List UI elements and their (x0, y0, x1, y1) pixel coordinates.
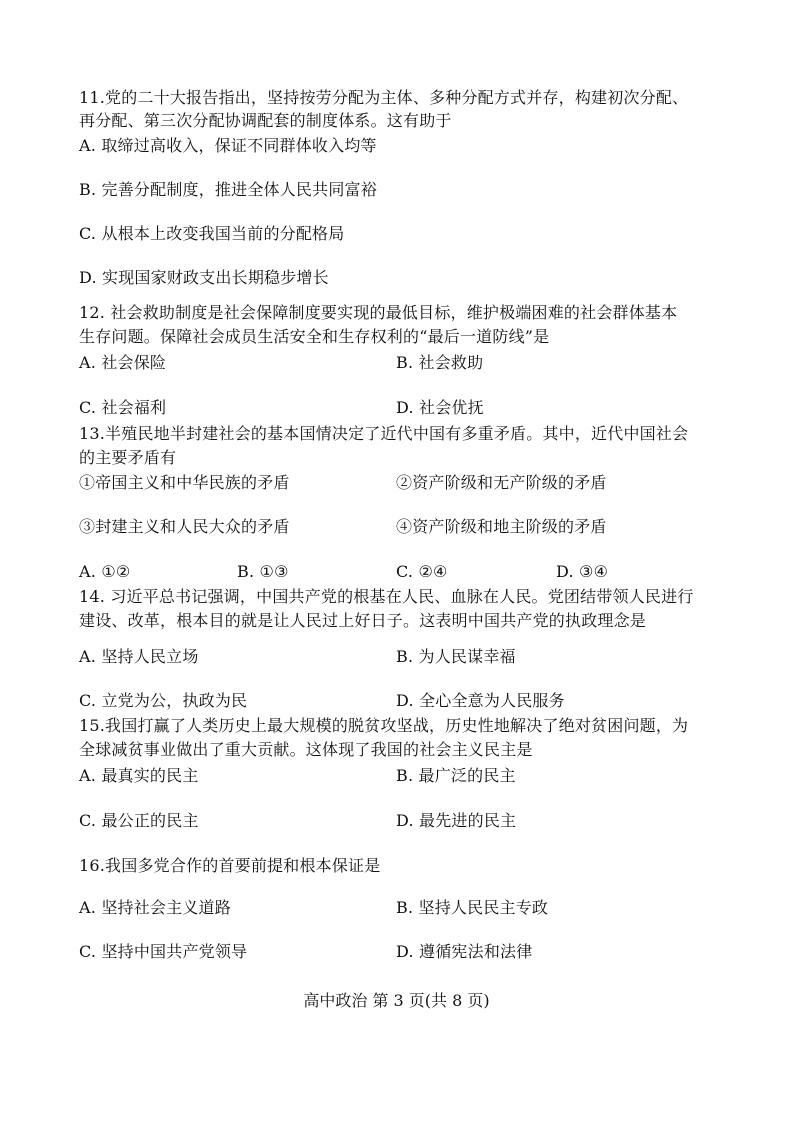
q16-option-b: B. 坚持人民民主专政 (396, 898, 549, 917)
q11-option-d: D. 实现国家财政支出长期稳步增长 (79, 268, 329, 287)
q12-option-b: B. 社会救助 (396, 353, 484, 372)
q12-stem-line1: 12. 社会救助制度是社会保障制度要实现的最低目标，维护极端困难的社会群体基本 (79, 303, 678, 322)
q16-option-a: A. 坚持社会主义道路 (79, 898, 231, 917)
q16-option-d: D. 遵循宪法和法律 (396, 942, 533, 961)
q14-stem-line1: 14. 习近平总书记强调，中国共产党的根基在人民、血脉在人民。党团结带领人民进行 (79, 587, 694, 606)
q15-option-b: B. 最广泛的民主 (396, 766, 516, 785)
q13-statement-1: ①帝国主义和中华民族的矛盾 (79, 473, 290, 492)
q15-stem-line1: 15.我国打赢了人类历史上最大规模的脱贫攻坚战，历史性地解决了绝对贫困问题，为 (79, 716, 689, 735)
q11-stem-line1: 11.党的二十大报告指出，坚持按劳分配为主体、多种分配方式并存，构建初次分配、 (79, 88, 689, 107)
q16-option-c: C. 坚持中国共产党领导 (79, 942, 248, 961)
q14-option-c: C. 立党为公，执政为民 (79, 691, 248, 710)
page-footer: 高中政治 第 3 页(共 8 页) (303, 991, 490, 1010)
q13-statement-2: ②资产阶级和无产阶级的矛盾 (396, 473, 607, 492)
q11-option-c: C. 从根本上改变我国当前的分配格局 (79, 224, 345, 243)
q13-option-c: C. ②④ (396, 562, 448, 581)
q11-option-b: B. 完善分配制度，推进全体人民共同富裕 (79, 180, 377, 199)
q11-stem-line2: 再分配、第三次分配协调配套的制度体系。这有助于 (79, 111, 452, 130)
q15-stem-line2: 全球减贫事业做出了重大贡献。这体现了我国的社会主义民主是 (79, 740, 533, 759)
q14-option-d: D. 全心全意为人民服务 (396, 691, 565, 710)
q13-option-a: A. ①② (79, 562, 131, 581)
q13-statement-4: ④资产阶级和地主阶级的矛盾 (396, 517, 607, 536)
q11-option-a: A. 取缔过高收入，保证不同群体收入均等 (79, 136, 377, 155)
q13-statement-3: ③封建主义和人民大众的矛盾 (79, 517, 290, 536)
q14-option-a: A. 坚持人民立场 (79, 647, 199, 666)
q13-stem-line1: 13.半殖民地半封建社会的基本国情决定了近代中国有多重矛盾。其中，近代中国社会 (79, 424, 689, 443)
q13-stem-line2: 的主要矛盾有 (79, 448, 177, 467)
q13-option-d: D. ③④ (556, 562, 609, 581)
q13-option-b: B. ①③ (237, 562, 289, 581)
q14-option-b: B. 为人民谋幸福 (396, 647, 516, 666)
q12-option-a: A. 社会保险 (79, 353, 167, 372)
q12-stem-line2: 生存问题。保障社会成员生活安全和生存权利的“最后一道防线”是 (79, 327, 550, 346)
q15-option-d: D. 最先进的民主 (396, 811, 517, 830)
q12-option-d: D. 社会优抚 (396, 398, 484, 417)
q15-option-c: C. 最公正的民主 (79, 811, 199, 830)
q14-stem-line2: 建设、改革，根本目的就是让人民过上好日子。这表明中国共产党的执政理念是 (79, 611, 647, 630)
q12-option-c: C. 社会福利 (79, 398, 167, 417)
q16-stem-line1: 16.我国多党合作的首要前提和根本保证是 (79, 856, 381, 875)
q15-option-a: A. 最真实的民主 (79, 766, 199, 785)
